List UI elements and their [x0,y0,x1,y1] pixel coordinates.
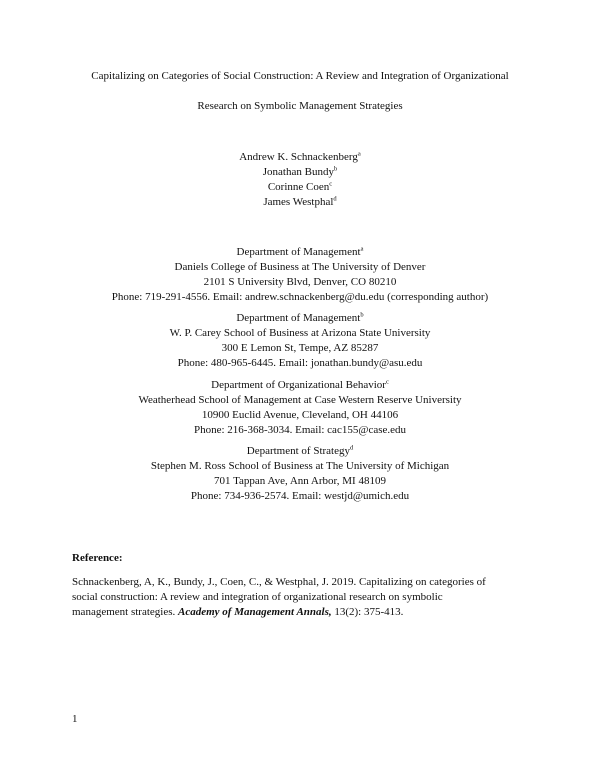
school: W. P. Carey School of Business at Arizona State University [169,327,431,339]
address: 10900 Euclid Avenue, Cleveland, OH 44106 [201,409,399,421]
title-line-1: Capitalizing on Categories of Social Construction: A Review and Integration of Organizational [91,70,509,82]
address: 300 E Lemon St, Tempe, AZ 85287 [221,342,379,354]
department: Department of Management$^a$ [236,245,364,258]
contact: Phone: 734-936-2574. Email: westjd@umich.edu [190,490,410,502]
citation-line: management strategies. Academy of Management Annals, 13(2): 375-413. [72,606,404,618]
school: Stephen M. Ross School of Business at The University of Michigan [150,460,450,472]
author-name: Jonathan Bundy$^b$ [262,165,338,178]
address: 2101 S University Blvd, Denver, CO 80210 [203,276,397,288]
department: Department of Management$^b$ [236,311,364,324]
page-number: 1 [72,713,78,725]
affiliation-a [0,245,600,305]
reference-section [72,551,572,620]
contact: Phone: 719-291-4556. Email: andrew.schnackenberg@du.edu (corresponding author) [111,291,489,303]
author-name: James Westphal$^d$ [263,195,337,208]
department: Department of Organizational Behavior$^c$ [211,378,389,391]
paper-title [0,69,600,113]
affiliation-b [0,311,600,371]
affiliation-d [0,444,600,504]
affiliation-c [0,378,600,438]
title-line-2: Research on Symbolic Management Strategies [197,100,403,112]
contact: Phone: 216-368-3034. Email: cac155@case.edu [193,424,407,436]
citation-line: Schnackenberg, A, K., Bundy, J., Coen, C., & Westphal, J. 2019. Capitalizing on categories of [72,576,486,588]
author-name: Andrew K. Schnackenberg$^a$ [239,150,361,163]
department: Department of Strategy$^d$ [246,444,354,457]
address: 701 Tappan Ave, Ann Arbor, MI 48109 [214,475,386,487]
author-name: Corinne Coen$^c$ [267,180,333,193]
school: Weatherhead School of Management at Case Western Reserve University [138,394,462,406]
school: Daniels College of Business at The University of Denver [174,261,426,273]
reference-heading: Reference: [72,552,123,564]
contact: Phone: 480-965-6445. Email: jonathan.bundy@asu.edu [177,357,423,369]
author-list [0,150,600,210]
citation-line: social construction: A review and integration of organizational research on symbolic [72,591,443,603]
journal-name: Academy of Management Annals, [178,606,332,618]
citation [72,575,572,620]
